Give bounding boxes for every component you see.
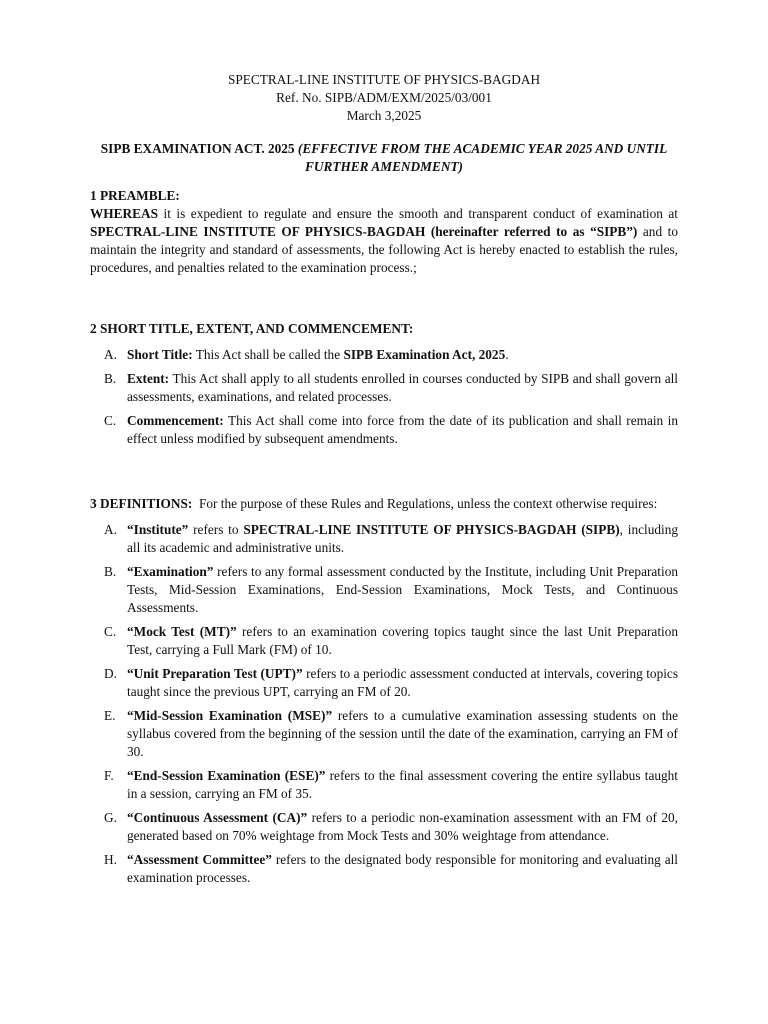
short-title-heading: 2 SHORT TITLE, EXTENT, AND COMMENCEMENT: bbox=[90, 321, 414, 336]
item-marker: E. bbox=[104, 708, 116, 723]
item-marker: F. bbox=[104, 768, 114, 783]
item-term: “Mid-Session Examination (MSE)” bbox=[127, 708, 333, 723]
preamble-heading: 1 PREAMBLE: bbox=[90, 188, 180, 203]
list-item bbox=[90, 346, 678, 364]
item-term: “Assessment Committee” bbox=[127, 852, 272, 867]
item-text: refers to bbox=[188, 522, 244, 537]
item-text: This Act shall come into force from the date of its publication and shall remain in effect unless modified by subsequent amendments. bbox=[127, 413, 678, 446]
institute-name: SPECTRAL-LINE INSTITUTE OF PHYSICS-BAGDAH bbox=[227, 72, 541, 87]
item-end: . bbox=[505, 347, 509, 362]
reference-number: Ref. No. SIPB/ADM/EXM/2025/03/001 bbox=[276, 90, 492, 105]
item-text: refers to a periodic non-examination assessment with an FM of 20, generated based on 70% weightage from Mock Tests and 30% weightage from attendance. bbox=[127, 810, 678, 843]
definitions-intro-text: For the purpose of these Rules and Regulations, unless the context otherwise requires: bbox=[199, 496, 658, 511]
preamble-text-1: it is expedient to regulate and ensure the smooth and transparent conduct of examination at bbox=[157, 206, 678, 221]
item-text: refers to any formal assessment conducted by the Institute, including Unit Preparation Tests, Mid-Session Examinations, End-Session Examinations, Mock Tests, and Continuous Assessments. bbox=[127, 564, 678, 615]
item-term: “Examination” bbox=[127, 564, 214, 579]
item-text: This Act shall apply to all students enrolled in courses conducted by SIPB and shall govern all assessments, examinations, and related processes. bbox=[127, 371, 678, 404]
item-text: refers to the designated body responsible for monitoring and evaluating all examination processes. bbox=[127, 852, 678, 885]
preamble-text bbox=[90, 205, 678, 277]
item-term: “Continuous Assessment (CA)” bbox=[127, 810, 308, 825]
list-item bbox=[90, 665, 678, 701]
list-item bbox=[90, 767, 678, 803]
item-marker: C. bbox=[104, 624, 117, 639]
list-item bbox=[90, 707, 678, 761]
item-text: This Act shall be called the bbox=[192, 347, 344, 362]
item-term: Extent: bbox=[127, 371, 170, 386]
list-item bbox=[90, 370, 678, 406]
act-title-italic: (EFFECTIVE FROM THE ACADEMIC YEAR 2025 AND UNTIL FURTHER AMENDMENT) bbox=[297, 141, 668, 174]
document-date: March 3,2025 bbox=[346, 108, 422, 123]
item-marker: B. bbox=[104, 371, 117, 386]
letterhead bbox=[0, 71, 768, 125]
preamble-institute: SPECTRAL-LINE INSTITUTE OF PHYSICS-BAGDAH (hereinafter referred to as “SIPB”) bbox=[90, 224, 638, 239]
item-bold: SIPB Examination Act, 2025 bbox=[343, 347, 506, 362]
act-title-bold: SIPB EXAMINATION ACT. 2025 bbox=[100, 141, 295, 156]
item-term: Commencement: bbox=[127, 413, 224, 428]
item-end: , including all its academic and administrative units. bbox=[127, 522, 678, 555]
item-marker: H. bbox=[104, 852, 117, 867]
list-item bbox=[90, 851, 678, 887]
list-item bbox=[90, 521, 678, 557]
definitions-section bbox=[90, 495, 678, 893]
definitions-intro bbox=[90, 495, 678, 513]
item-bold: SPECTRAL-LINE INSTITUTE OF PHYSICS-BAGDAH (SIPB) bbox=[243, 522, 620, 537]
item-text: refers to the final assessment covering the entire syllabus taught in a session, carrying an FM of 35. bbox=[127, 768, 678, 801]
act-title bbox=[90, 140, 678, 176]
definitions-list bbox=[90, 521, 678, 887]
list-item bbox=[90, 412, 678, 448]
item-term: “End-Session Examination (ESE)” bbox=[127, 768, 326, 783]
item-marker: A. bbox=[104, 522, 117, 537]
short-title-section bbox=[90, 320, 678, 454]
definitions-heading: 3 DEFINITIONS: bbox=[90, 496, 193, 511]
item-text: refers to a periodic assessment conducted at intervals, covering topics taught since the previous UPT, carrying an FM of 20. bbox=[127, 666, 678, 699]
item-marker: D. bbox=[104, 666, 117, 681]
item-text: refers to a cumulative examination assessing students on the syllabus covered from the beginning of the session until the date of the examination, carrying an FM of 30. bbox=[127, 708, 678, 759]
item-text: refers to an examination covering topics taught since the last Unit Preparation Test, carrying a Full Mark (FM) of 10. bbox=[127, 624, 678, 657]
item-marker: G. bbox=[104, 810, 117, 825]
item-marker: C. bbox=[104, 413, 117, 428]
item-term: “Unit Preparation Test (UPT)” bbox=[127, 666, 303, 681]
preamble-section bbox=[90, 187, 678, 277]
preamble-text-2: and to maintain the integrity and standard of assessments, the following Act is hereby enacted to establish the rules, procedures, and penalties related to the examination process.; bbox=[90, 224, 678, 275]
item-term: “Institute” bbox=[127, 522, 189, 537]
list-item bbox=[90, 623, 678, 659]
item-term: “Mock Test (MT)” bbox=[127, 624, 237, 639]
item-marker: B. bbox=[104, 564, 117, 579]
list-item bbox=[90, 563, 678, 617]
short-title-list bbox=[90, 346, 678, 448]
item-marker: A. bbox=[104, 347, 117, 362]
list-item bbox=[90, 809, 678, 845]
item-term: Short Title: bbox=[127, 347, 193, 362]
whereas-term: WHEREAS bbox=[90, 206, 158, 221]
